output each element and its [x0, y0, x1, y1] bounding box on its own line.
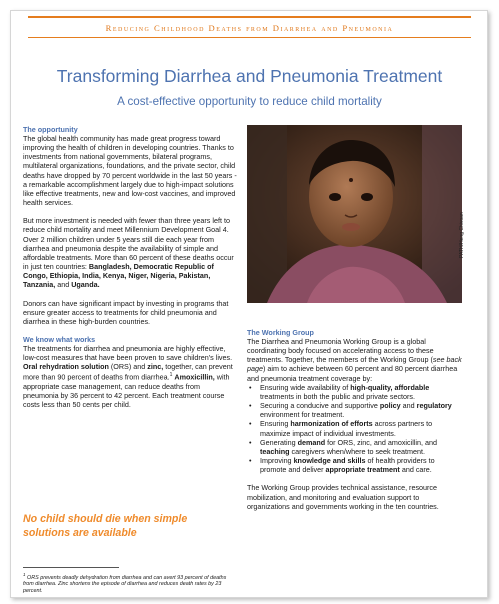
goal-4-text-a: Generating — [260, 437, 298, 447]
header-band — [28, 16, 471, 38]
goal-3-text-b: across partners to maximize impact of individual investments. — [260, 419, 433, 438]
goal-4-emphasis-demand: demand — [297, 437, 326, 447]
left-column — [23, 125, 237, 418]
opportunity-paragraph-3: Donors can have significant impact by investing in programs that ensure greater access to treatments for child pneumonia and diarrhea in these high-burden countries. — [23, 298, 229, 326]
opportunity-p2-text: But more investment is needed with fewer than three years left to reduce child mortality and meet Millennium Development Goal 4. Over 2 million children under 5 years still die each year from diarrhea and pneumonia despite the availability of simple and affordable treatments. More than 60 percent of these deaths occur in just ten countries: — [23, 216, 234, 272]
callout-quote: No child should die when simple solutions are available — [23, 513, 188, 539]
opportunity-heading: The opportunity — [23, 125, 78, 134]
child-portrait-image — [247, 125, 462, 303]
goal-2-text-b: and — [400, 401, 417, 411]
goal-5-text-b: of health providers to promote and deliver — [260, 456, 435, 475]
goal-5-text-a: Improving — [260, 456, 294, 466]
and-text: and — [55, 280, 72, 290]
goal-1-text-a: Ensuring wide availability of — [260, 382, 351, 392]
goal-1-emphasis: high-quality, affordable — [350, 382, 430, 392]
works-text-3: together, can prevent more than 90 percent of deaths from diarrhea. — [23, 362, 233, 382]
working-group-goals-list — [247, 383, 462, 475]
goal-4-text-b: for ORS, zinc, and amoxicillin, and — [325, 437, 437, 447]
works-text-4: with appropriate case management, can reduce deaths from pneumonia by 36 percent to 42 percent. Each treatment course costs less than 50 cents per child. — [23, 372, 230, 410]
goal-4-text-c: caregivers when/where to seek treatment. — [289, 446, 425, 456]
works-heading: We know what works — [23, 334, 96, 344]
goal-2-text-c: environment for treatment. — [260, 410, 345, 420]
goal-5-emphasis-treatment: appropriate treatment — [325, 465, 400, 475]
footnote — [23, 572, 237, 595]
goal-3-text-a: Ensuring — [260, 419, 291, 429]
see-back-page-note: see back page — [247, 355, 462, 374]
goal-5-text-c: and care. — [399, 465, 432, 475]
works-text-1: The treatments for diarrhea and pneumonia are highly effective, low-cost measures that have been proven to save children's lives. — [23, 343, 233, 363]
footnote-text: ORS prevents deadly dehydration from diarrhea and can avert 93 percent of deaths from diarrhea. Zinc shortens the episode of diarrhea and reduces death rates by 23 percent. — [23, 574, 227, 594]
footnote-number: 1 — [23, 572, 26, 577]
page-title: Transforming Diarrhea and Pneumonia Treatment — [56, 66, 443, 86]
goal-2-emphasis-regulatory: regulatory — [416, 401, 452, 411]
footnote-divider — [23, 567, 119, 568]
page-subtitle: A cost-effective opportunity to reduce child mortality — [117, 95, 382, 108]
wg-intro-1: The Diarrhea and Pneumonia Working Group is a global coordinating body focused on accelerating access to these treatments. Together, the members of the Working Group ( — [247, 337, 434, 365]
goal-item — [247, 383, 462, 401]
goal-5-emphasis-knowledge: knowledge and skills — [293, 456, 366, 466]
goal-3-emphasis: harmonization of efforts — [290, 419, 373, 429]
footnote-ref[interactable]: 1 — [169, 372, 173, 379]
countries-list: Bangladesh, Democratic Republic of Congo, Ethiopia, India, Kenya, Niger, Nigeria, Pakistan, Tanzania, — [23, 262, 214, 290]
goal-2-emphasis-policy: policy — [379, 401, 401, 411]
goal-item — [247, 419, 462, 437]
goal-2-text-a: Securing a conducive and supportive — [260, 401, 380, 411]
goal-4-emphasis-teaching: teaching — [260, 446, 290, 456]
opportunity-paragraph-2 — [23, 216, 237, 289]
child-photo — [247, 125, 462, 303]
opportunity-paragraph-1: The global health community has made great progress toward improving the health of children in developing countries. Thanks to investments from national governments, bilateral programs, multilateral organizations, foundations, and the private sector, child deaths have dropped by 70 percent worldwide in the last 50 years - a remarkable accomplishment largely due to high-impact solutions like effective treatments, new and low-cost vaccines, and improved health services. — [23, 134, 237, 208]
wg-intro-2: ) aim to achieve between 60 percent and 80 percent diarrhea and pneumonia treatment coverage by: — [247, 364, 458, 383]
works-text-2: (ORS) and — [108, 362, 148, 372]
header-band-text: Reducing Childhood Deaths from Diarrhea and Pneumonia — [105, 22, 394, 33]
goal-item — [247, 438, 462, 456]
photo-credit: PATH/Heng Chivoan — [459, 212, 465, 258]
ors-term: Oral rehydration solution — [23, 362, 109, 372]
goal-1-text-b: treatments in both the public and private sectors. — [260, 391, 416, 401]
goal-item — [247, 456, 462, 474]
working-group-heading: The Working Group — [247, 328, 314, 337]
goal-item — [247, 401, 462, 419]
works-paragraph — [23, 344, 237, 409]
working-group-closing: The Working Group provides technical assistance, resource mobilization, and monitoring and evaluation support to organizations and governments working in the ten countries. — [247, 483, 439, 511]
right-column — [247, 328, 462, 520]
zinc-term: zinc, — [147, 362, 164, 372]
amoxicillin-term: Amoxicillin, — [174, 372, 215, 382]
working-group-intro — [247, 337, 462, 383]
country-uganda: Uganda. — [71, 280, 100, 290]
